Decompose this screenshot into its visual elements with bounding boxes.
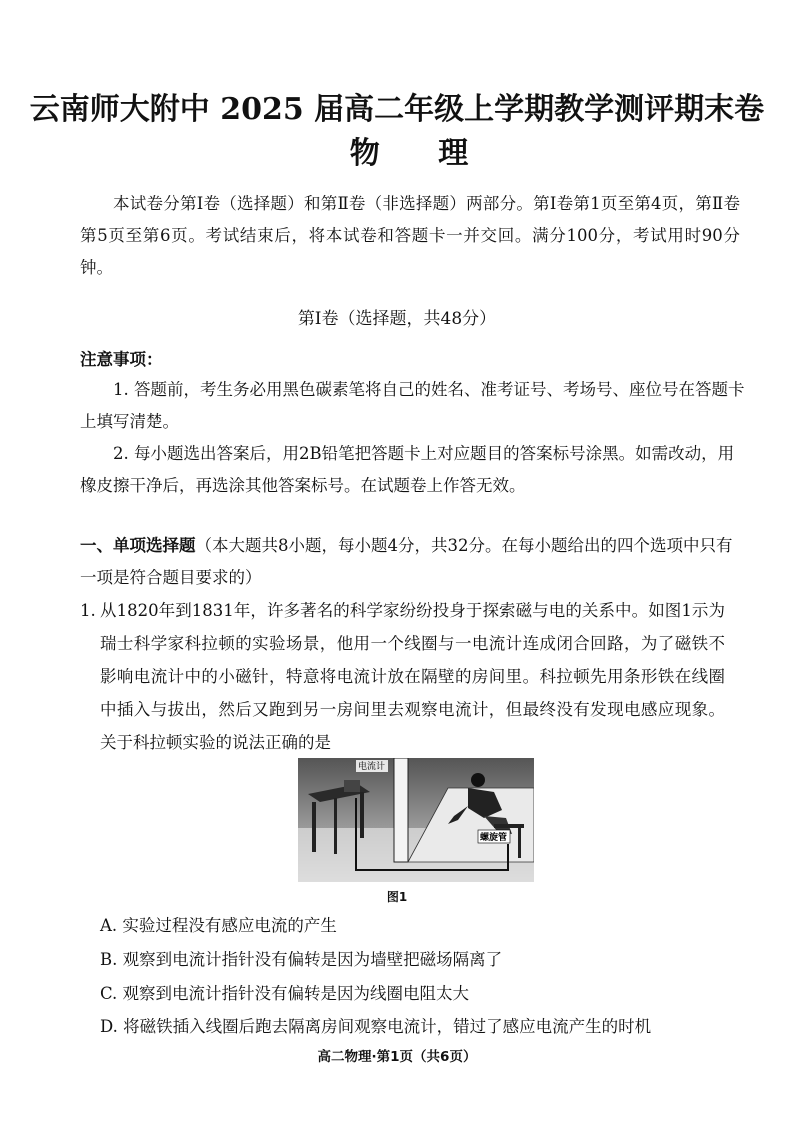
option-c: C. 观察到电流计指针没有偏转是因为线圈电阻太大 <box>100 984 470 1003</box>
label-solenoid: 螺旋管 <box>480 833 508 843</box>
note-item-1: 1. 答题前，考生务必用黑色碳素笔将自己的姓名、准考证号、考场号、座位号在答题卡上填写清楚。 <box>80 380 745 431</box>
figure-caption: 图1 <box>386 890 408 904</box>
intro-paragraph: 本试卷分第Ⅰ卷（选择题）和第Ⅱ卷（非选择题）两部分。第Ⅰ卷第1页至第4页，第Ⅱ卷第5页至第6页。考试结束后，将本试卷和答题卡一并交回。满分100分，考试用时90分钟。 <box>80 194 740 277</box>
option-d: D. 将磁铁插入线圈后跑去隔离房间观察电流计，错过了感应电流产生的时机 <box>100 1017 652 1036</box>
label-galvanometer: 电流计 <box>358 762 386 772</box>
notes-heading: 注意事项： <box>80 350 163 369</box>
note-item-2: 2. 每小题选出答案后，用2B铅笔把答题卡上对应题目的答案标号涂黑。如需改动，用橡皮擦干净后，再选涂其他答案标号。在试题卷上作答无效。 <box>80 444 735 495</box>
part-description: （本大题共8小题，每小题4分，共32分。在每小题给出的四个选项中只有一项是符合题目要求的） <box>80 536 733 587</box>
experiment-figure <box>298 758 534 882</box>
part-title: 一、单项选择题 <box>80 536 196 555</box>
option-b: B. 观察到电流计指针没有偏转是因为墙壁把磁场隔离了 <box>100 950 503 969</box>
question-number: 1. <box>80 601 96 620</box>
part-heading <box>80 530 746 594</box>
section-heading: 第Ⅰ卷（选择题，共48分） <box>297 309 497 329</box>
page-footer: 高二物理·第1页（共6页） <box>317 1049 477 1065</box>
question-stem: 从1820年到1831年，许多著名的科学家纷纷投身于探索磁与电的关系中。如图1示为瑞士科学家科拉顿的实验场景，他用一个线圈与一电流计连成闭合回路，为了磁铁不影响电流计中的小磁针，特意将电流计放在隔壁的房间里。科拉顿先用条形铁在线圈中插入与拔出，然后又跑到另一房间里去观察电流计，但最终没有发现电感应现象。关于科拉顿实验的说法正确的是 <box>100 601 725 752</box>
exam-title: 云南师大附中 2025 届高二年级上学期教学测评期末卷 <box>29 92 765 127</box>
option-a: A. 实验过程没有感应电流的产生 <box>100 916 337 935</box>
subject-title: 物 理 <box>349 136 493 171</box>
question-1 <box>80 594 725 759</box>
